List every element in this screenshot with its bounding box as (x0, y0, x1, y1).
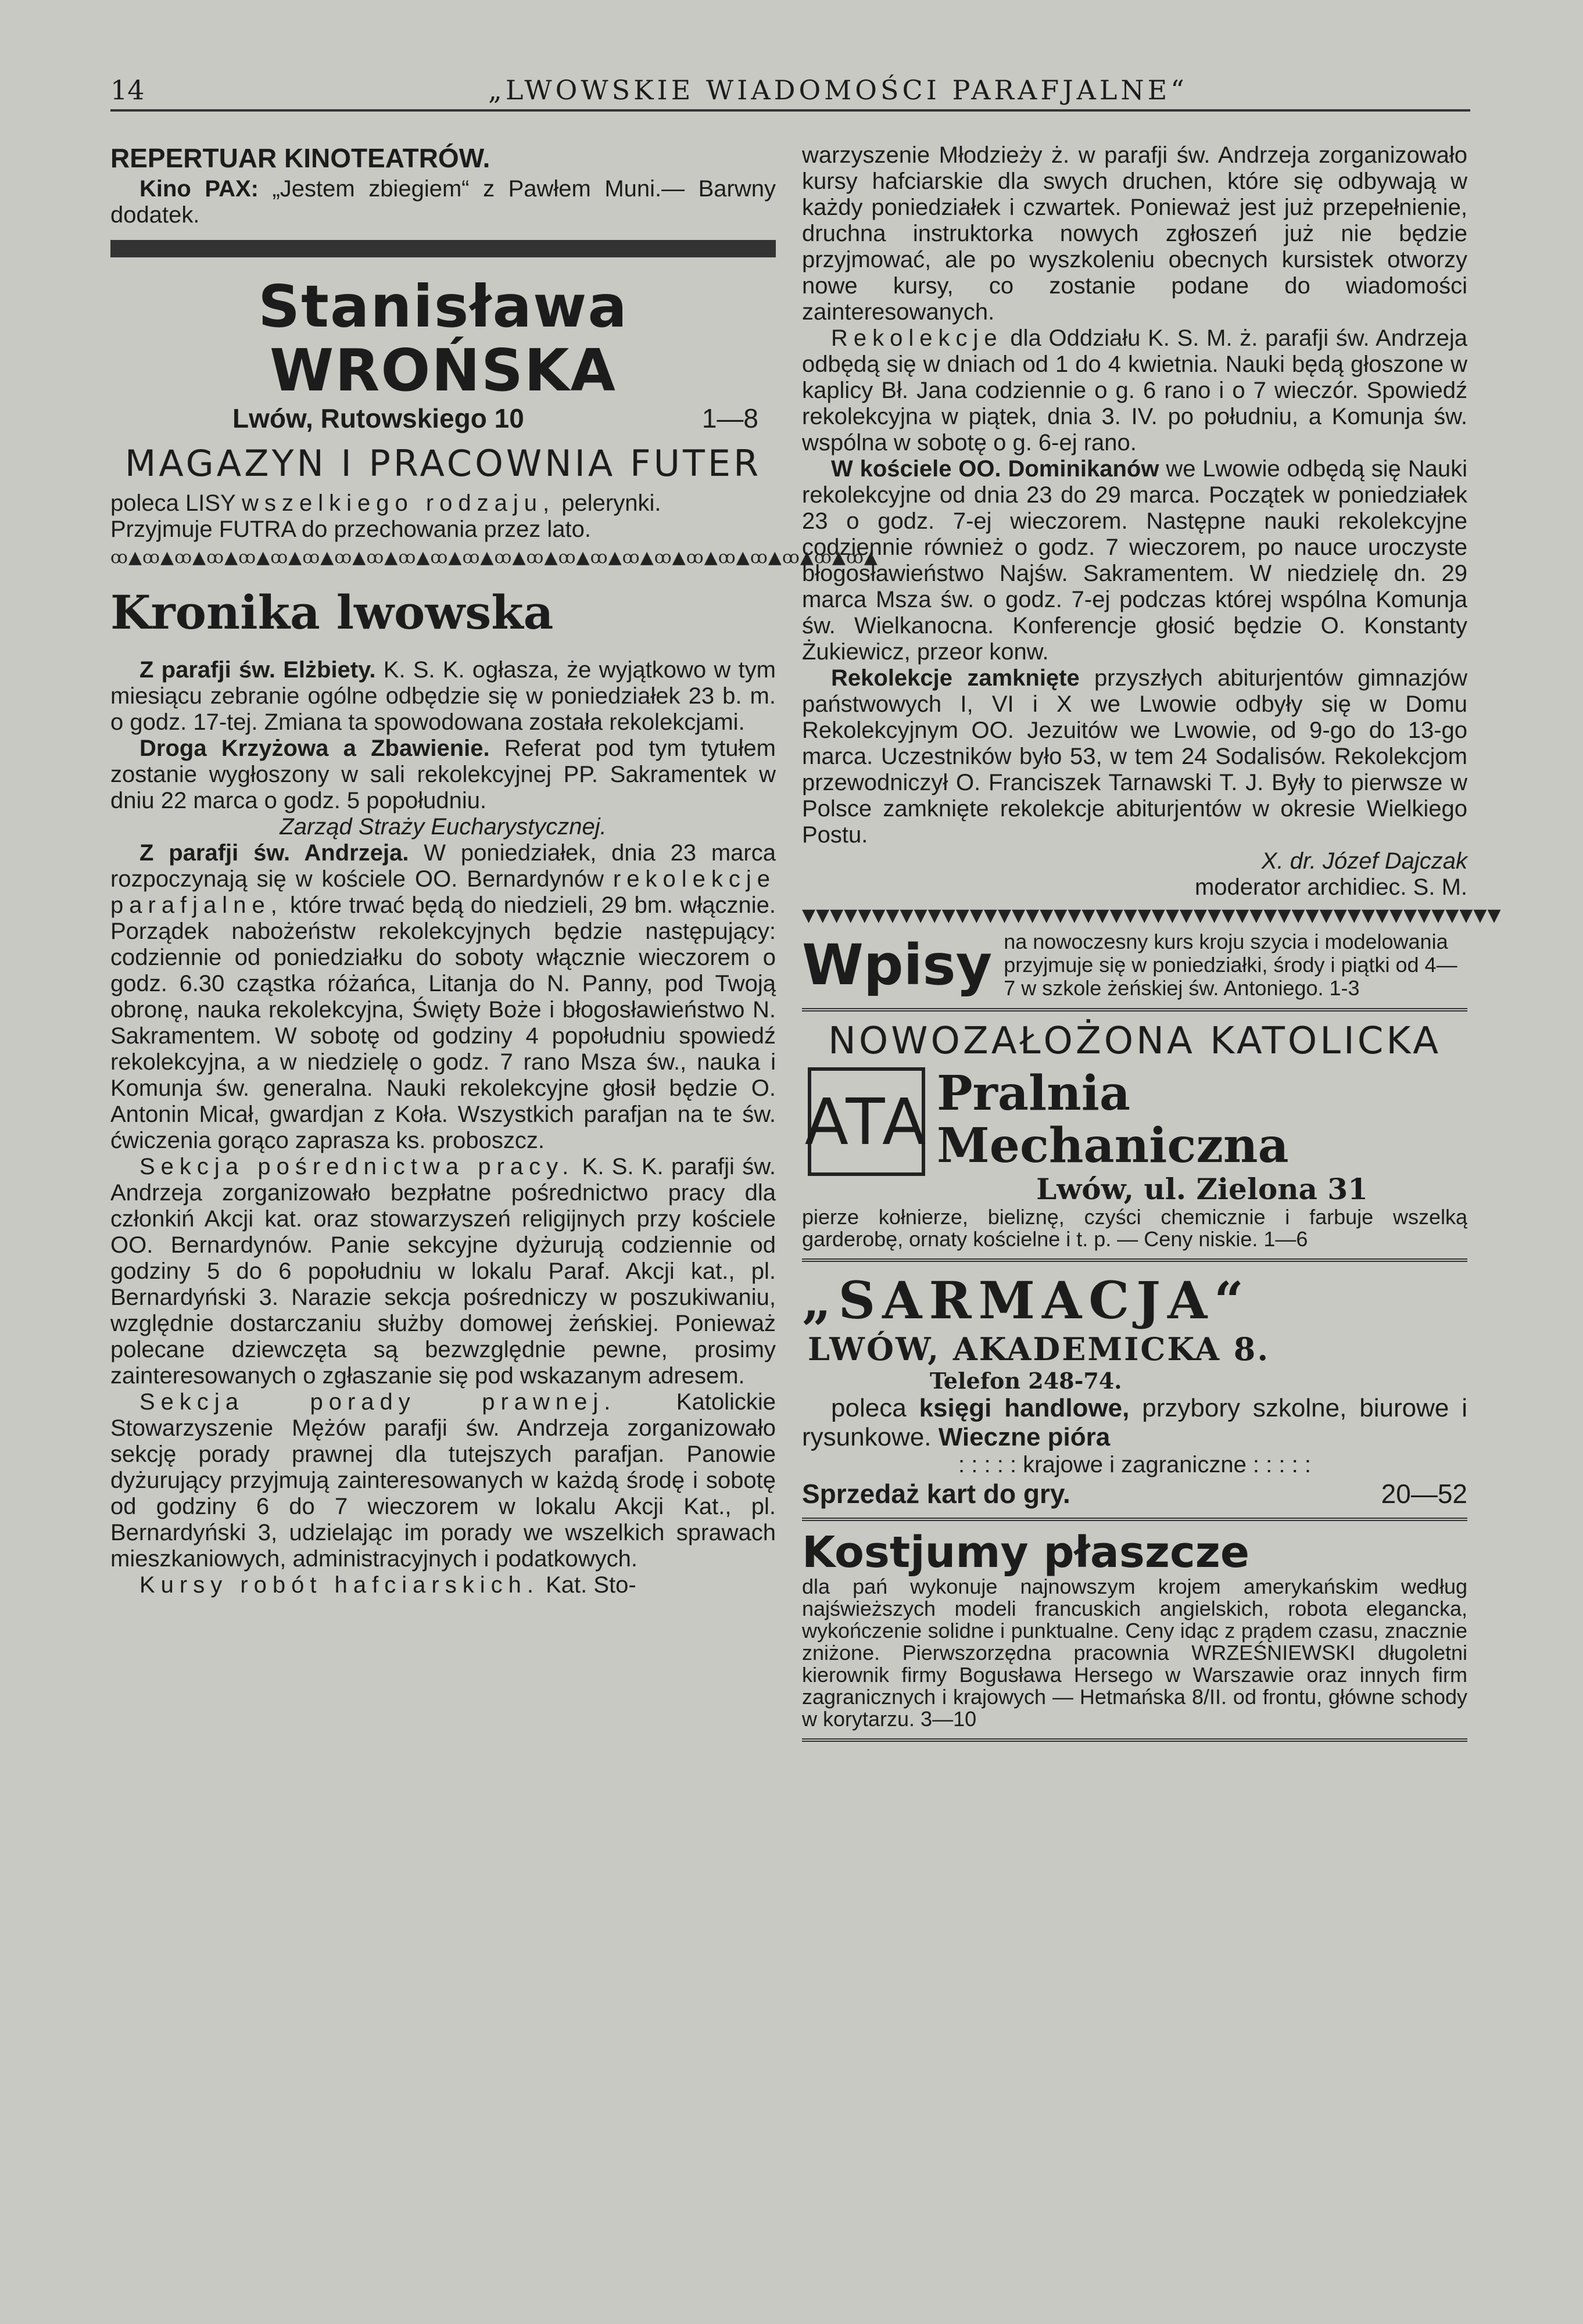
rek-text: dla Oddziału K. S. M. ż. parafji św. Andrzeja odbędą się w dniach od 1 do 4 kwietnia. Nauki będą głoszone w kaplicy Bł. Jana codziennie o g. 6 rano i o 7 wieczór. Spowiedź rekolekcyjna w piątek, dnia 3. IV. po południu, a Komunja św. wspólna w sobotę o g. 6-ej rano. (802, 325, 1467, 456)
ad-divider-4 (802, 1738, 1467, 1742)
zamk-text: przyszłych abiturjentów gimnazjów państwowych I, VI i X we Lwowie odbyły się w Domu Rekolekcyjnym OO. Jezuitów we Lwowie, od 9-go do 13-go marca. Uczestników było 53, w tem 24 Sodalisów. Rekolekcjom przewodniczył O. Franciszek Tarnawski T. J. Były to pierwsze w Polsce zamknięte rekolekcje abiturjentów w okresie Wielkiego Postu. (802, 665, 1467, 848)
kursy-continued: warzyszenie Młodzieży ż. w parafji św. Andrzeja zorganizowało kursy hafciarskie dla swych druchen, które się odbywają w każdy poniedziałek i czwartek. Ponieważ jest już przepełnienie, druchna instruktorka nowych zgłoszeń już nie będzie przyjmować, ale po wyszkoleniu obecnych kursistek otworzy nowe kursy, co zostanie podane do wiadomości zainteresowanych. (802, 142, 1467, 325)
wpisy-ad (802, 930, 1467, 1000)
nowozalozona-title: NOWOZAŁOŻONA KATOLICKA (828, 1020, 1442, 1063)
running-title: „LWOWSKIE WIADOMOŚCI PARAFJALNE“ (488, 74, 1188, 106)
sm-text-b: księgi handlowe, (919, 1394, 1130, 1422)
elzbieta-head: Z parafji św. Elżbiety. (139, 657, 376, 683)
page-header (110, 69, 1470, 115)
porady-text: Katolickie Stowarzyszenie Mężów parafji św. Andrzeja zorganizowało sekcję porady prawnej dla tutejszych parafjan. Panowie dyżurujący przyjmują zainteresowanych w każdą środę i sobotę od godziny 6 do 7 wieczorem w lokalu Akcji Kat., pl. Bernardyński 3, udzielając im porady we wszelkich sprawach mieszkaniowych, administracyjnych i podatkowych. (110, 1389, 776, 1572)
kino-text: „Jestem zbiegiem“ z Pawłem Muni.— Barwny dodatek. (110, 176, 776, 228)
droga-text: Referat pod tym tytułem zostanie wygłoszony w sali rekolekcyjnej PP. Sakramentek w dniu 22 marca o godz. 5 popołudniu. (110, 736, 776, 813)
black-bar (110, 240, 776, 257)
pralnia-ad (802, 1067, 1467, 1206)
droga-head: Droga Krzyżowa a Zbawienie. (139, 736, 490, 761)
page-number: 14 (110, 74, 145, 106)
sarmacja-telephone: Telefon 248-74. (930, 1368, 1122, 1394)
kostjumy-ad (802, 1529, 1467, 1576)
kino-label: Kino PAX: (139, 176, 259, 202)
left-column (110, 142, 879, 1598)
pralnia-name: Pralnia Mechaniczna (937, 1066, 1289, 1174)
dominikanie-paragraph (802, 456, 1467, 665)
ornament-divider: ꝏ▲ꝏ▲ꝏ▲ꝏ▲ꝏ▲ꝏ▲ꝏ▲ꝏ▲ꝏ▲ꝏ▲ꝏ▲ꝏ▲ꝏ▲ꝏ▲ꝏ▲ꝏ▲ꝏ▲ꝏ▲ꝏ▲ꝏ▲ꝏ▲ꝏ▲ꝏ▲ꝏ▲ (110, 547, 879, 568)
kostjumy-word: Kostjumy płaszcze (802, 1527, 1250, 1577)
wronska-address-row (110, 403, 776, 437)
sm-karty: Sprzedaż kart do gry. (802, 1479, 1070, 1509)
andrzej-head: Z parafji św. Andrzeja. (139, 840, 409, 866)
dom-head: W kościele OO. Dominikanów (831, 456, 1159, 482)
sm-text-a: poleca (831, 1394, 919, 1422)
porady-paragraph (110, 1389, 776, 1572)
ata-logo: ATA (808, 1067, 925, 1176)
dom-text: we Lwowie odbędą się Nauki rekolekcyjne od dnia 23 do 29 marca. Początek w poniedziałek 23 o godz. 7-ej wieczorem. Następne nauki rekolekcyjne codziennie również o godz. 7 wieczorem, po nauce uroczyste błogosławieństwo Najśw. Sakramentem. W niedzielę dn. 29 marca Msza św. o godz. 7-ej podczas której wspólna Komunja św. Wielkanocna. Konferencje głosić będzie O. Konstanty Żukiewicz, przeor konw. (802, 456, 1468, 665)
ad-divider-3 (802, 1518, 1467, 1521)
elzbieta-text: K. S. K. ogłasza, że wyjątkowo w tym miesiącu zebranie ogólne odbędzie się w poniedziałek 23 b. m. o godz. 17-tej. Zmiana ta spowodowana została rekolekcjami. (110, 657, 776, 735)
sekcja-text: K. S. K. parafji św. Andrzeja zorganizowało bezpłatne pośrednictwo pracy dla członkiń Akcji kat. oraz stowarzyszeń religijnych przy kościele OO. Bernardynów. Panie sekcyjne dyżurują codziennie od godziny 5 do 6 popołudniu w lokalu Paraf. Akcji kat., pl. Bernardyński 3. Narazie sekcja pośredniczy w poszukiwaniu, względnie dostarczaniu służby domowej żeńskiej. Ponieważ polecane dziewczęta są bezwzględnie pewne, prosimy zainteresowanych o zgłaszanie się pod wskazanym adresem. (110, 1154, 776, 1389)
wronska-code: 1—8 (701, 403, 758, 433)
elzbieta-paragraph (110, 657, 776, 736)
wronska-name: Stanisława WROŃSKA (258, 272, 628, 404)
ad-divider (802, 1008, 1467, 1012)
pralnia-text: pierze kołnierze, bieliznę, czyści chemicznie i farbuje wszelką garderobę, ornaty kościelne i t. p. — Ceny niskie. 1—6 (802, 1205, 1467, 1251)
kronika-title: Kronika lwowska (110, 585, 554, 640)
sm-text-c: przybory szkolne, biurowe i rysunkowe. (802, 1394, 1467, 1451)
sekcja-head: Sekcja pośrednictwa pracy. (139, 1154, 575, 1179)
sarmacja-krajowe: : : : : : krajowe i zagraniczne : : : : : (958, 1452, 1311, 1477)
header-rule (110, 109, 1470, 112)
sarmacja-address: LWÓW, AKADEMICKA 8. (808, 1330, 1270, 1368)
andrzej-text1: W poniedziałek, dnia 23 marca rozpoczynają się w kościele OO. Bernardynów (110, 840, 776, 892)
wpisy-text: na nowoczesny kurs kroju szycia i modelowania przyjmuje się w poniedziałki, środy i piątki od 4—7 w szkole żeńskiej św. Antoniego. 1-3 (1004, 930, 1457, 1000)
zamkniete-paragraph (802, 665, 1467, 848)
rek-head: Rekolekcje (831, 325, 1003, 351)
right-column (802, 142, 1502, 1750)
sm-karty-code: 20—52 (1381, 1479, 1467, 1509)
pralnia-block (937, 1067, 1467, 1206)
wronska-line2: Przyjmuje FUTRA do przechowania przez lato. (110, 517, 591, 542)
sm-text-d: Wieczne pióra (938, 1423, 1111, 1451)
pralnia-address: Lwów, ul. Zielona 31 (1036, 1172, 1368, 1206)
signature-role: moderator archidiec. S. M. (1194, 874, 1467, 900)
andrzej-paragraph (110, 840, 776, 1154)
rek-paragraph (802, 325, 1467, 456)
wpisy-word: Wpisy (802, 933, 993, 998)
ad-divider-2 (802, 1258, 1467, 1262)
zarzad-signature: Zarząd Straży Eucharystycznej. (280, 814, 607, 840)
wronska-magazyn: MAGAZYN I PRACOWNIA FUTER (124, 442, 762, 485)
zamk-head: Rekolekcje zamknięte (831, 665, 1080, 691)
wronska-line1-b: wszelkiego rodzaju, (242, 490, 556, 516)
kino-paragraph (110, 176, 776, 228)
wronska-address: Lwów, Rutowskiego 10 (232, 403, 524, 433)
andrzej-spaced: rekolekcje parafjalne, (110, 866, 776, 918)
signature-name: X. dr. Józef Dajczak (1261, 848, 1467, 874)
kursy-head: Kursy robót hafciarskich. (139, 1572, 539, 1598)
ornament-divider-right: ▼▼▼▼▼▼▼▼▼▼▼▼▼▼▼▼▼▼▼▼▼▼▼▼▼▼▼▼▼▼▼▼▼▼▼▼▼▼▼▼▼▼▼▼▼▼▼▼▼▼ (802, 905, 1502, 926)
wronska-line1-a: poleca LISY (110, 490, 242, 516)
kursy-paragraph (110, 1572, 776, 1598)
repertuar-title: REPERTUAR KINOTEATRÓW. (110, 143, 490, 173)
sarmacja-karty (802, 1478, 1467, 1509)
wronska-line1-c: pelerynki. (555, 490, 661, 516)
droga-paragraph (110, 736, 776, 814)
sekcja-paragraph (110, 1154, 776, 1389)
wronska-line1 (110, 490, 776, 517)
kursy-text: Kat. Sto- (539, 1572, 636, 1598)
porady-head: Sekcja porady prawnej. (139, 1389, 617, 1415)
sarmacja-title: „SARMACJA“ (802, 1270, 1251, 1330)
kostjumy-text: dla pań wykonuje najnowszym krojem amerykańskim według najświeższych modeli francuskich angielskich, robota elegancka, wykończenie solidne i punktualne. Ceny idąc z prądem czasu, znacznie zniżone. Pierwszorzędna pracownia WRZEŚNIEWSKI długoletni kierownik firmy Bogusława Hersego w Warszawie oraz innych firm zagranicznych i krajowych — Hetmańska 8/II. od frontu, główne schody w korytarzu. 3—10 (802, 1575, 1467, 1731)
sarmacja-text (802, 1394, 1467, 1452)
andrzej-text2: które trwać będą do niedzieli, 29 bm. włącznie. Porządek nabożeństw rekolekcyjnych będzie następujący: codziennie od poniedziałku do soboty włącznie wieczorem o godz. 6.30 cząstka różańca, Litanja do N. Panny, pod Twoją obronę, nauka rekolekcyjna, Święty Boże i błogosławieństwo N. Sakramentem. W sobotę od godziny 4 popołudniu spowiedź rekolekcyjna, a w niedzielę o godz. 7 rano Msza św., nauka i Komunja św. generalna. Nauki rekolekcyjne głosił będzie O. Antonin Micał, gwardjan z Koła. Wszystkich parafjan na te św. ćwiczenia gorąco zaprasza ks. proboszcz. (110, 892, 776, 1153)
